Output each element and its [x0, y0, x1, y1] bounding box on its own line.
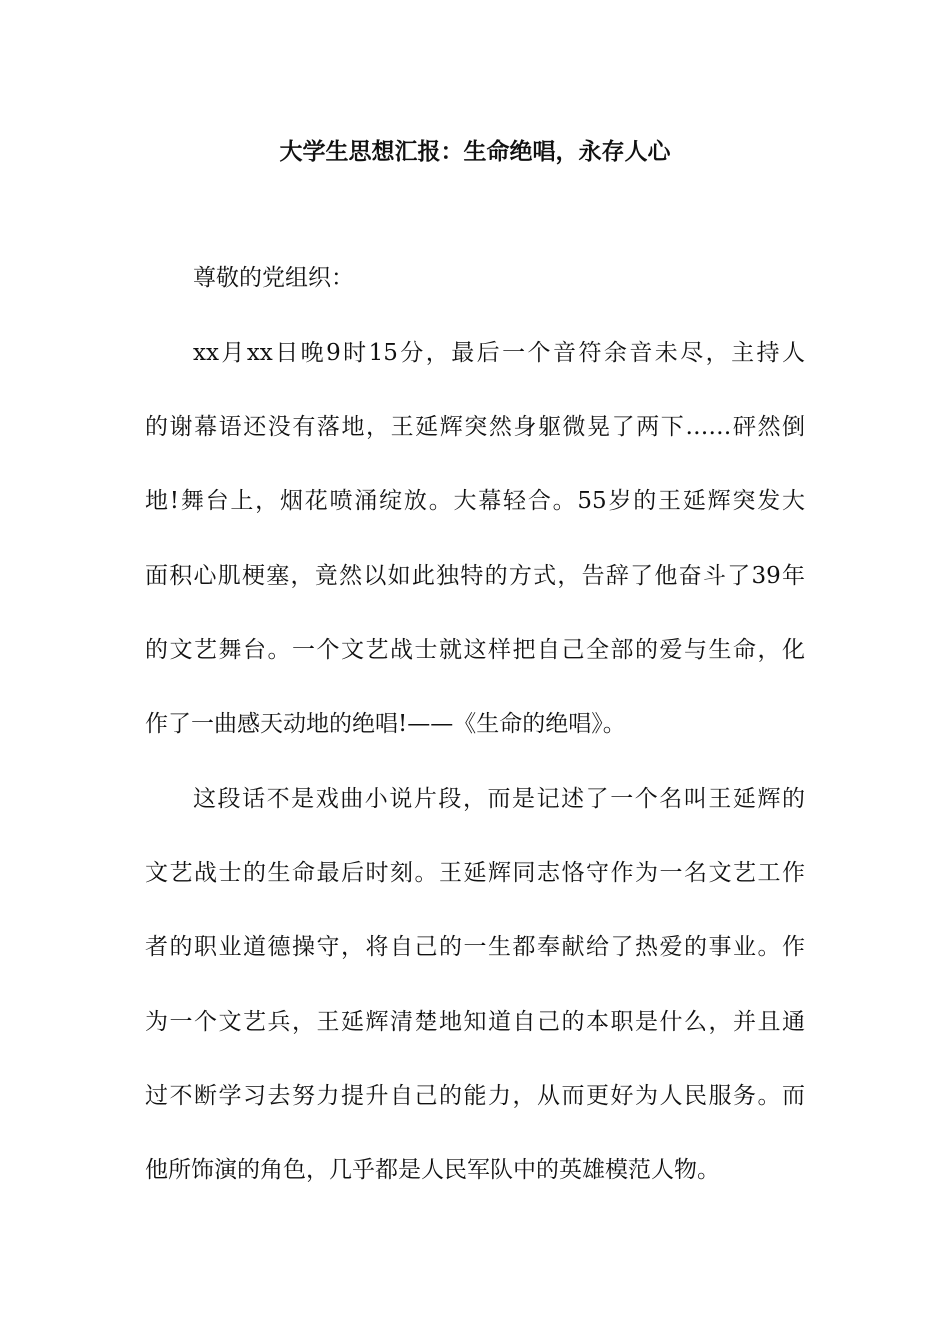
- paragraph-line: 作了一曲感天动地的绝唱!——《生命的绝唱》。: [145, 711, 626, 737]
- paragraph-line: 面积心肌梗塞，竟然以如此独特的方式，告辞了他奋斗了39年: [145, 563, 805, 589]
- paragraph-line: 地!舞台上，烟花喷涌绽放。大幕轻合。55岁的王延辉突发大: [145, 488, 805, 514]
- paragraph-line: 他所饰演的角色，几乎都是人民军队中的英雄模范人物。: [145, 1157, 720, 1183]
- paragraph-line: 者的职业道德操守，将自己的一生都奉献给了热爱的事业。作: [145, 934, 805, 960]
- paragraph-line: xx月xx日晚9时15分，最后一个音符余音未尽，主持人: [193, 340, 805, 366]
- paragraph-line: 这段话不是戏曲小说片段，而是记述了一个名叫王延辉的: [193, 786, 805, 812]
- salutation: 尊敬的党组织：: [193, 265, 354, 291]
- paragraph-line: 过不断学习去努力提升自己的能力，从而更好为人民服务。而: [145, 1083, 805, 1109]
- document-title: 大学生思想汇报：生命绝唱，永存人心: [279, 139, 671, 165]
- paragraph-line: 的谢幕语还没有落地，王延辉突然身躯微晃了两下……砰然倒: [145, 414, 805, 440]
- paragraph-line: 文艺战士的生命最后时刻。王延辉同志恪守作为一名文艺工作: [145, 860, 805, 886]
- paragraph-line: 的文艺舞台。一个文艺战士就这样把自己全部的爱与生命，化: [145, 637, 805, 663]
- paragraph-line: 为一个文艺兵，王延辉清楚地知道自己的本职是什么，并且通: [145, 1009, 805, 1035]
